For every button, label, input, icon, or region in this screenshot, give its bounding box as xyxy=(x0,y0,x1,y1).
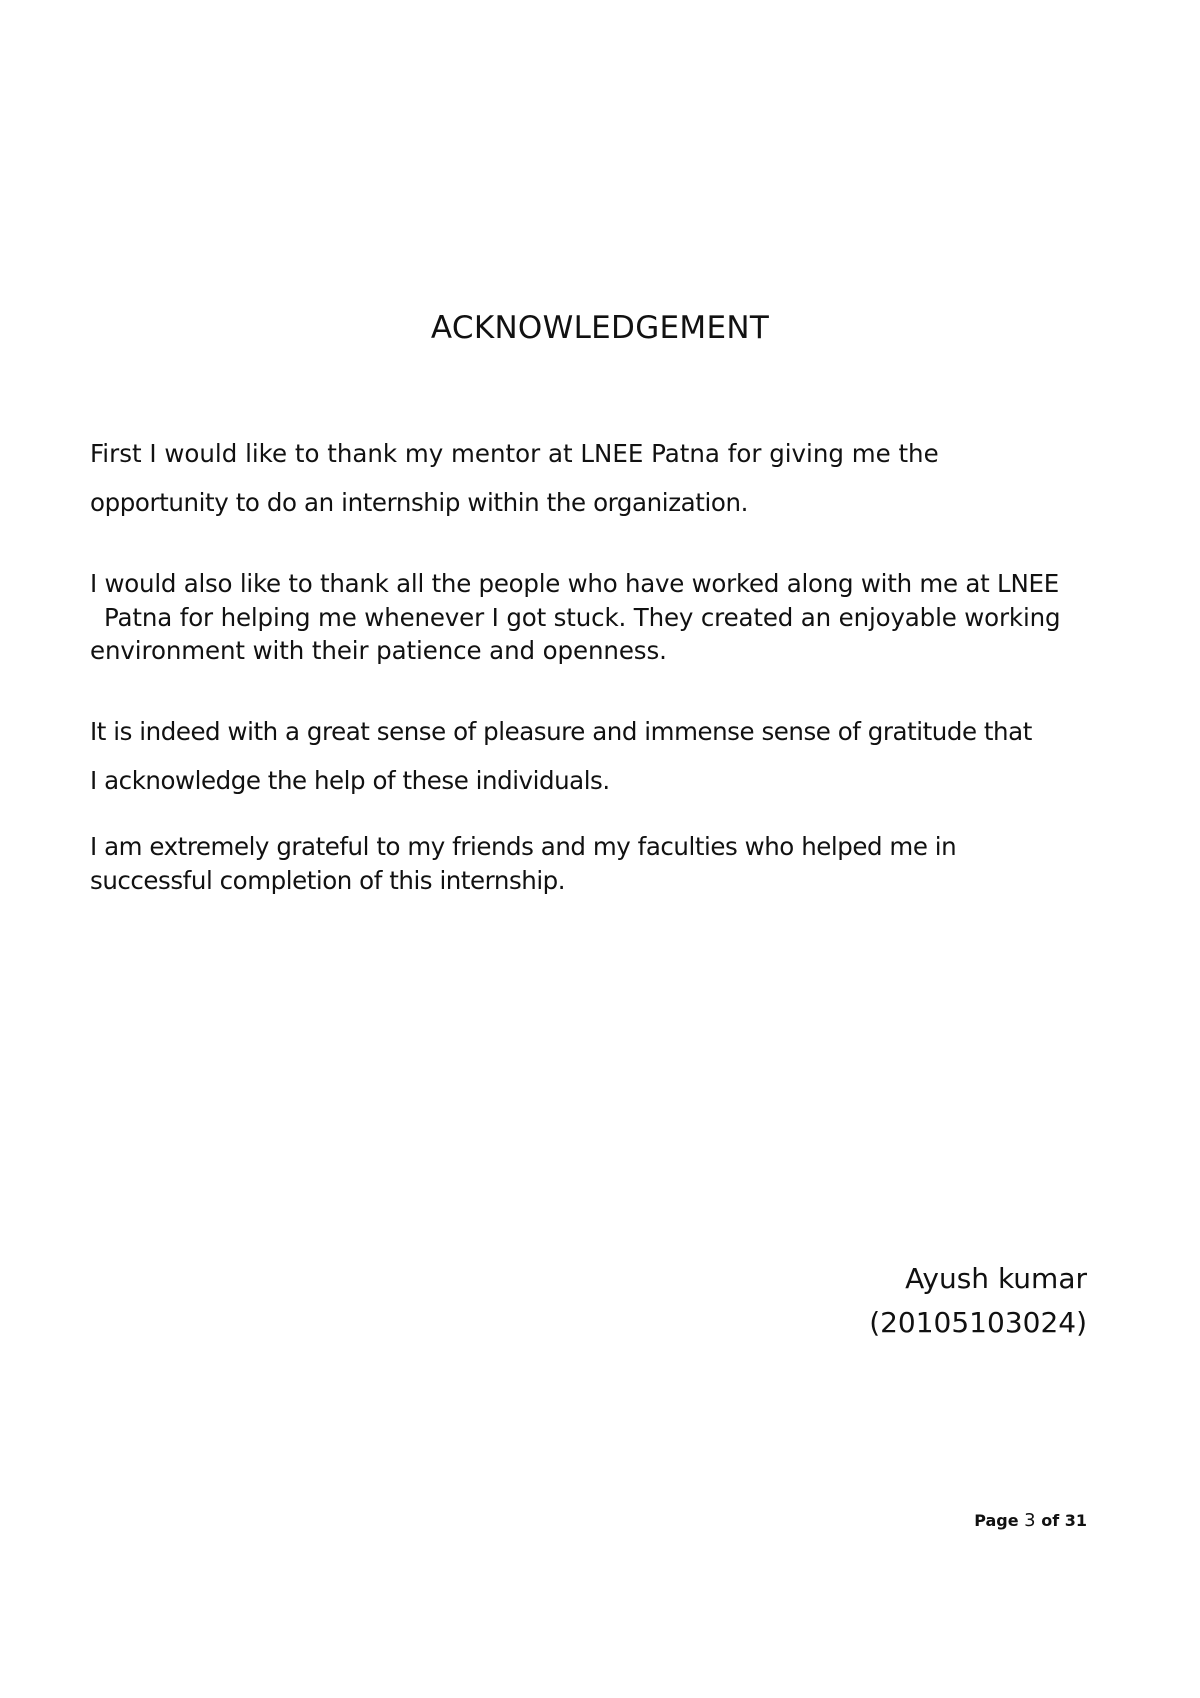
paragraph-line: I acknowledge the help of these individuals. xyxy=(90,766,610,795)
page-word: Page xyxy=(974,1511,1019,1530)
paragraph-line: successful completion of this internship. xyxy=(90,866,566,895)
paragraph-line: First I would like to thank my mentor at LNEE Patna for giving me the xyxy=(90,439,939,468)
of-word: of xyxy=(1041,1511,1060,1530)
signature-block xyxy=(869,1257,1087,1345)
page-number-footer xyxy=(974,1510,1087,1531)
paragraph-line: I would also like to thank all the people who have worked along with me at LNEE xyxy=(90,569,1059,598)
paragraph-line: environment with their patience and openness. xyxy=(90,636,667,665)
signature-name: Ayush kumar xyxy=(905,1262,1087,1295)
signature-id: (20105103024) xyxy=(869,1306,1087,1339)
page-title: ACKNOWLEDGEMENT xyxy=(430,310,770,346)
current-page-number: 3 xyxy=(1024,1510,1036,1531)
paragraph-line: It is indeed with a great sense of pleasure and immense sense of gratitude that xyxy=(90,717,1032,746)
total-pages-number: 31 xyxy=(1064,1511,1087,1530)
paragraph-line: opportunity to do an internship within the organization. xyxy=(90,488,749,517)
paragraph-line: Patna for helping me whenever I got stuck. They created an enjoyable working xyxy=(104,603,1061,632)
paragraph-line: I am extremely grateful to my friends and my faculties who helped me in xyxy=(90,832,957,861)
